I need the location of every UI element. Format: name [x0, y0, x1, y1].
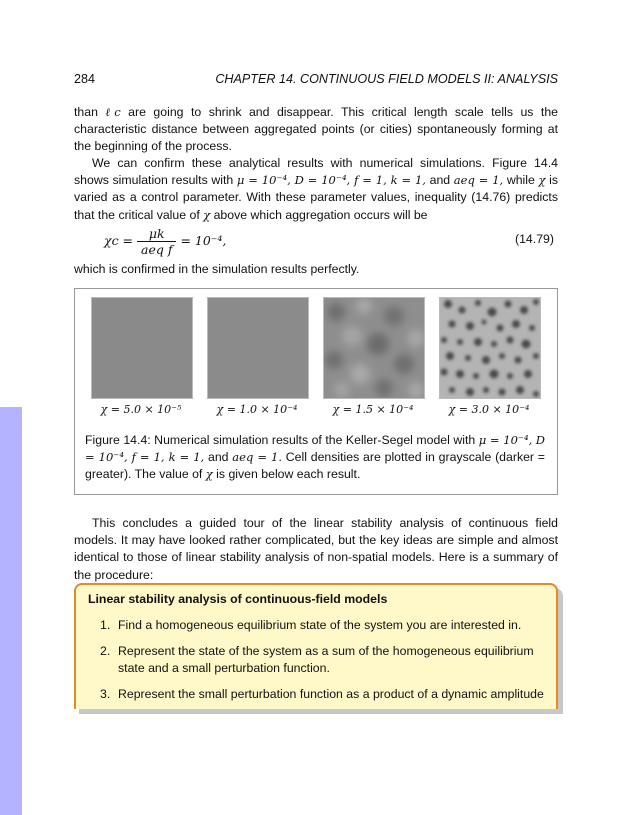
equation-rhs: = 10⁻⁴,: [180, 233, 227, 248]
equation-14-79: [104, 226, 226, 257]
paragraph-2: We can confirm these analytical results with numerical simulations. Figure 14.4 shows simulation results with μ = 10⁻⁴, D = 10⁻⁴, f = 1, k = 1, and aeq = 1, while χ is varied as a control parameter. With these parameter values, inequality (14.76) predicts that the critical value of χ above which aggregation occurs will be: [74, 156, 558, 222]
panel-2-label: χ = 1.0 × 10⁻⁴: [216, 403, 298, 416]
equation-denominator: aeq f: [141, 242, 173, 257]
summary-box: Linear stability analysis of continuous-field models 1. Find a homogeneous equilibrium state of the system you are interested in. 2. Represent the state of the system as a sum of the homogeneous equilibrium state and a small perturbation function. 3. Represent the small perturbation function as a product of a dynamic amplitude: [74, 583, 558, 709]
panel-3-label: χ = 1.5 × 10⁻⁴: [332, 403, 414, 416]
running-head: CHAPTER 14. CONTINUOUS FIELD MODELS II: ANALYSIS: [215, 72, 558, 86]
simulation-panel-1: [91, 297, 193, 399]
page-header: [74, 72, 558, 90]
panel-4-label: χ = 3.0 × 10⁻⁴: [448, 403, 530, 416]
figure-14-4: [74, 288, 558, 495]
equation-number: (14.79): [515, 232, 554, 246]
simulation-panel-2: [207, 297, 309, 399]
equation-numerator: μk: [137, 226, 176, 242]
paragraph-1: than ℓc are going to shrink and disappear. This critical length scale tells us the characteristic distance between aggregated points (or cities) spontaneously forming at the beginning of the process.: [74, 105, 559, 154]
page-number: 284: [74, 72, 96, 86]
equation-lhs: χc =: [104, 233, 134, 248]
paragraph-3: which is confirmed in the simulation results perfectly.: [74, 262, 360, 276]
paragraph-4: This concludes a guided tour of the linear stability analysis of continuous field models. It may have looked rather complicated, but the key ideas are simple and almost identical to those of linear stability analysis of non-spatial models. Here is a summary of the procedure:: [74, 516, 558, 582]
equation-fraction: [137, 226, 176, 257]
simulation-panel-3: [323, 297, 425, 399]
summary-title: Linear stability analysis of continuous-field models: [88, 592, 388, 606]
panel-1-label: χ = 5.0 × 10⁻⁵: [100, 403, 182, 416]
figure-caption: Figure 14.4: Numerical simulation results of the Keller-Segel model with μ = 10⁻⁴, D = 10⁻⁴, f = 1, k = 1, and aeq = 1. Cell densities are plotted in grayscale (darker = greater). The value of χ is given below each result.: [85, 433, 546, 481]
side-margin-strip: [0, 407, 22, 815]
simulation-panel-4: [439, 297, 541, 399]
